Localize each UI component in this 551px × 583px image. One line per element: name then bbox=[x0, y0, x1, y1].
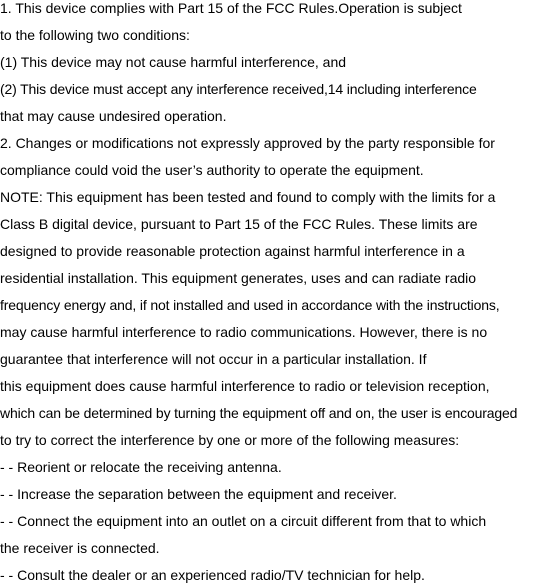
fcc-line-3: (1) This device may not cause harmful interference, and bbox=[0, 54, 347, 70]
fcc-line-9: Class B digital device, pursuant to Part 15 of the FCC Rules. These limits are bbox=[0, 216, 478, 232]
fcc-line-16: which can be determined by turning the equipment off and on, the user is encouraged bbox=[0, 405, 518, 421]
fcc-measure-3-continued: the receiver is connected. bbox=[0, 540, 160, 556]
fcc-measure-4: - - Consult the dealer or an experienced radio/TV technician for help. bbox=[0, 567, 425, 583]
fcc-line-7: compliance could void the user’s authority to operate the equipment. bbox=[0, 162, 424, 178]
fcc-measure-1: - - Reorient or relocate the receiving antenna. bbox=[0, 459, 282, 475]
fcc-line-12: frequency energy and, if not installed and used in accordance with the instructions, bbox=[0, 297, 500, 313]
fcc-line-4: (2) This device must accept any interference received,14 including interference bbox=[0, 81, 477, 97]
fcc-line-11: residential installation. This equipment generates, uses and can radiate radio bbox=[0, 270, 477, 286]
fcc-line-8: NOTE: This equipment has been tested and found to comply with the limits for a bbox=[0, 189, 496, 205]
fcc-line-2: to the following two conditions: bbox=[0, 27, 190, 43]
fcc-line-10: designed to provide reasonable protection against harmful interference in a bbox=[0, 243, 465, 259]
fcc-measure-2: - - Increase the separation between the equipment and receiver. bbox=[0, 486, 397, 502]
fcc-line-13: may cause harmful interference to radio communications. However, there is no bbox=[0, 324, 488, 340]
fcc-line-17: to try to correct the interference by one or more of the following measures: bbox=[0, 432, 460, 448]
fcc-line-5: that may cause undesired operation. bbox=[0, 108, 227, 124]
fcc-measure-3: - - Connect the equipment into an outlet on a circuit different from that to which bbox=[0, 513, 487, 529]
fcc-line-15: this equipment does cause harmful interference to radio or television reception, bbox=[0, 378, 490, 394]
fcc-line-1: 1. This device complies with Part 15 of the FCC Rules.Operation is subject bbox=[0, 0, 462, 16]
fcc-line-14: guarantee that interference will not occur in a particular installation. If bbox=[0, 351, 427, 367]
fcc-line-6: 2. Changes or modifications not expressly approved by the party responsible for bbox=[0, 135, 495, 151]
